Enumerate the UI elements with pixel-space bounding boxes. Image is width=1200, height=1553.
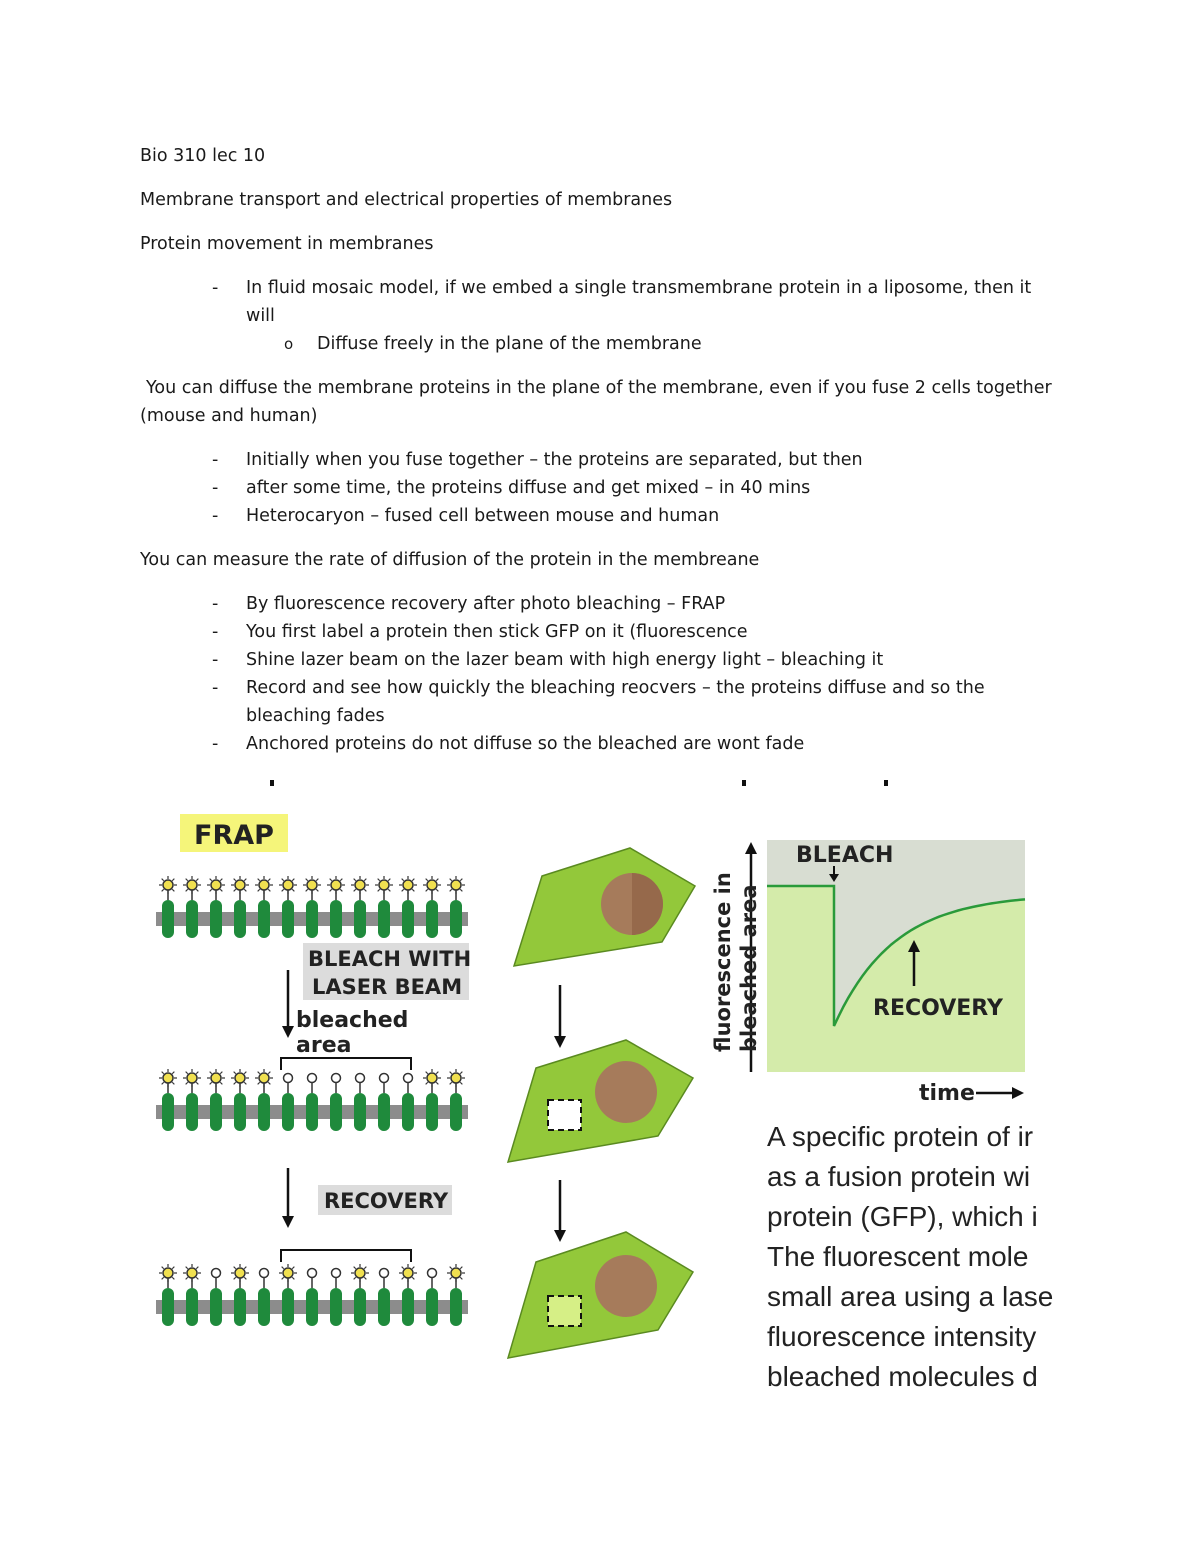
- membrane-protein: [354, 1288, 366, 1326]
- bleached-tag: [380, 1269, 389, 1278]
- membrane-protein: [258, 900, 270, 938]
- bleached-tag: [356, 1074, 365, 1083]
- cell-before: [514, 848, 695, 966]
- dash-bullet: -: [212, 650, 219, 670]
- fluorescent-tag: [403, 880, 413, 890]
- membrane-protein: [306, 1288, 318, 1326]
- recovery-graph: [711, 840, 1025, 1106]
- fluorescent-tag: [427, 1073, 437, 1083]
- caption-line: The fluorescent mole: [767, 1241, 1029, 1272]
- fluorescence-ray: [172, 879, 174, 881]
- fluorescent-tag: [187, 1268, 197, 1278]
- fluorescence-ray: [186, 889, 188, 891]
- fluorescent-tag: [235, 1073, 245, 1083]
- fluorescence-ray: [196, 1277, 198, 1279]
- stray-mark: [270, 780, 274, 786]
- fluorescence-ray: [186, 879, 188, 881]
- list-item: [140, 590, 1060, 618]
- fluorescence-ray: [162, 1267, 164, 1269]
- fluorescence-ray: [234, 1267, 236, 1269]
- bleached-tag: [284, 1074, 293, 1083]
- fluorescent-tag: [211, 1073, 221, 1083]
- list-item: [140, 674, 1060, 730]
- paragraph-diffusion-rate: You can measure the rate of diffusion of the protein in the membreane: [140, 550, 760, 570]
- list-item: [140, 274, 1060, 358]
- fluorescent-tag: [163, 1073, 173, 1083]
- caption-line: fluorescence intensity: [767, 1321, 1037, 1352]
- dash-bullet: -: [212, 678, 219, 698]
- membrane-protein: [402, 1288, 414, 1326]
- fluorescent-tag: [283, 1268, 293, 1278]
- membrane-protein: [258, 1093, 270, 1131]
- fluorescence-ray: [402, 879, 404, 881]
- fluorescence-ray: [162, 879, 164, 881]
- fluorescent-tag: [187, 880, 197, 890]
- bleached-tag: [404, 1074, 413, 1083]
- membrane-protein: [402, 1093, 414, 1131]
- membrane-protein: [186, 900, 198, 938]
- cell-bleached: [508, 1040, 693, 1162]
- list-item-text: Heterocaryon – fused cell between mouse and human: [246, 506, 720, 526]
- membrane-bleached: [156, 1069, 468, 1131]
- fluorescence-ray: [354, 1267, 356, 1269]
- figure-caption: [767, 1117, 1060, 1397]
- fluorescent-tag: [307, 880, 317, 890]
- fluorescent-tag: [235, 1268, 245, 1278]
- sub-list-item-text: Diffuse freely in the plane of the membrane: [317, 334, 702, 354]
- fluorescence-ray: [412, 1277, 414, 1279]
- list-item-text: Initially when you fuse together – the proteins are separated, but then: [246, 450, 863, 470]
- bleached-tag: [260, 1269, 269, 1278]
- fluorescent-tag: [451, 880, 461, 890]
- fluorescence-ray: [186, 1277, 188, 1279]
- bullet-list-2: [140, 446, 1060, 530]
- fluorescence-ray: [460, 1072, 462, 1074]
- fluorescence-ray: [220, 879, 222, 881]
- fluorescence-ray: [292, 1267, 294, 1269]
- fluorescence-ray: [244, 1267, 246, 1269]
- fluorescence-ray: [436, 879, 438, 881]
- fluorescence-ray: [282, 1267, 284, 1269]
- x-axis-arrowhead: [1012, 1087, 1024, 1099]
- fluorescence-ray: [258, 889, 260, 891]
- fluorescence-ray: [340, 889, 342, 891]
- lecture-title: Membrane transport and electrical properties of membranes: [140, 190, 673, 210]
- cell-nucleus: [595, 1061, 657, 1123]
- fluorescence-ray: [292, 1277, 294, 1279]
- cell-recovered: [508, 1232, 693, 1358]
- fluorescence-ray: [244, 879, 246, 881]
- fluorescence-ray: [244, 1072, 246, 1074]
- fluorescence-ray: [282, 1277, 284, 1279]
- fluorescence-ray: [172, 1072, 174, 1074]
- dash-bullet: -: [212, 594, 219, 614]
- recovering-spot: [548, 1296, 581, 1326]
- fluorescence-ray: [268, 1072, 270, 1074]
- fluorescence-ray: [268, 1082, 270, 1084]
- fluorescence-ray: [402, 1267, 404, 1269]
- fluorescence-ray: [210, 1072, 212, 1074]
- fluorescence-ray: [186, 1072, 188, 1074]
- fluorescence-ray: [378, 889, 380, 891]
- bleached-tag: [428, 1269, 437, 1278]
- membrane-recovered: [156, 1264, 468, 1326]
- fluorescence-ray: [244, 889, 246, 891]
- fluorescence-ray: [196, 1082, 198, 1084]
- fluorescence-ray: [460, 1082, 462, 1084]
- fluorescence-ray: [354, 1277, 356, 1279]
- bullet-list-1: [140, 274, 1060, 358]
- paragraph-fused-cells: You can diffuse the membrane proteins in the plane of the membrane, even if you fuse 2 cells together (mouse and human): [140, 378, 1052, 426]
- membrane-protein: [282, 900, 294, 938]
- fluorescence-ray: [162, 889, 164, 891]
- fluorescence-ray: [460, 879, 462, 881]
- fluorescence-ray: [186, 1082, 188, 1084]
- fluorescence-ray: [316, 879, 318, 881]
- section-heading: Protein movement in membranes: [140, 234, 434, 254]
- membrane-protein: [234, 1288, 246, 1326]
- fluorescence-ray: [364, 889, 366, 891]
- caption-line: protein (GFP), which i: [767, 1201, 1038, 1232]
- membrane-protein: [162, 1093, 174, 1131]
- dash-bullet: -: [212, 734, 219, 754]
- fluorescent-tag: [283, 880, 293, 890]
- fluorescence-ray: [354, 879, 356, 881]
- fluorescent-tag: [355, 1268, 365, 1278]
- arrowhead-cell-2: [554, 1230, 566, 1242]
- list-item-text: You first label a protein then stick GFP on it (fluorescence: [246, 622, 748, 642]
- list-item-text: Shine lazer beam on the lazer beam with high energy light – bleaching it: [246, 650, 884, 670]
- fluorescence-ray: [330, 879, 332, 881]
- frap-label: FRAP: [194, 820, 274, 851]
- fluorescence-ray: [450, 1082, 452, 1084]
- bleached-area-label-line2: area: [296, 1033, 352, 1058]
- list-item-text: Anchored proteins do not diffuse so the bleached are wont fade: [246, 734, 805, 754]
- fluorescence-ray: [210, 1082, 212, 1084]
- fluorescence-ray: [402, 889, 404, 891]
- fluorescence-ray: [258, 1082, 260, 1084]
- bleached-tag: [332, 1074, 341, 1083]
- fluorescence-ray: [210, 889, 212, 891]
- fluorescence-ray: [234, 1082, 236, 1084]
- fluorescence-ray: [388, 889, 390, 891]
- bleached-area-label-line1: bleached: [296, 1008, 409, 1033]
- circle-bullet: o: [284, 335, 294, 353]
- fluorescence-ray: [412, 879, 414, 881]
- fluorescent-tag: [331, 880, 341, 890]
- fluorescence-ray: [306, 889, 308, 891]
- caption-line: A specific protein of ir: [767, 1121, 1034, 1152]
- y-axis-label-line1: fluorescence in: [711, 872, 735, 1052]
- fluorescence-ray: [172, 1277, 174, 1279]
- fluorescent-tag: [163, 1268, 173, 1278]
- fluorescence-ray: [196, 1267, 198, 1269]
- stray-mark: [742, 780, 746, 786]
- fluorescence-ray: [306, 879, 308, 881]
- fluorescence-ray: [220, 1072, 222, 1074]
- membrane-before: [156, 876, 468, 938]
- fluorescent-tag: [451, 1073, 461, 1083]
- fluorescence-ray: [234, 879, 236, 881]
- fluorescence-ray: [292, 879, 294, 881]
- fluorescence-ray: [354, 889, 356, 891]
- recovery-label: RECOVERY: [324, 1189, 449, 1213]
- list-item: [140, 618, 1060, 646]
- fluorescent-tag: [379, 880, 389, 890]
- membrane-protein: [426, 1288, 438, 1326]
- list-item: [140, 646, 1060, 674]
- fluorescence-ray: [258, 1072, 260, 1074]
- arrowhead-2: [282, 1216, 294, 1228]
- membrane-protein: [450, 1288, 462, 1326]
- list-item-text: In fluid mosaic model, if we embed a single transmembrane protein in a liposome, then it will: [246, 278, 1032, 326]
- fluorescent-tag: [187, 1073, 197, 1083]
- fluorescent-tag: [451, 1268, 461, 1278]
- fluorescence-ray: [244, 1277, 246, 1279]
- bleached-tag: [380, 1074, 389, 1083]
- fluorescence-ray: [172, 889, 174, 891]
- list-item: [140, 474, 1060, 502]
- fluorescence-ray: [234, 1277, 236, 1279]
- bleach-label-line2: LASER BEAM: [312, 975, 463, 999]
- fluorescence-ray: [378, 879, 380, 881]
- fluorescence-ray: [186, 1267, 188, 1269]
- membrane-protein: [210, 1288, 222, 1326]
- course-title: Bio 310 lec 10: [140, 146, 266, 166]
- membrane-protein: [210, 1093, 222, 1131]
- list-item-text: after some time, the proteins diffuse and get mixed – in 40 mins: [246, 478, 811, 498]
- caption-line: bleached molecules d: [767, 1361, 1038, 1392]
- stray-mark: [884, 780, 888, 786]
- fluorescence-ray: [460, 1277, 462, 1279]
- dash-bullet: -: [212, 506, 219, 526]
- fluorescence-ray: [172, 1267, 174, 1269]
- fluorescent-tag: [403, 1268, 413, 1278]
- fluorescence-ray: [330, 889, 332, 891]
- membrane-protein: [234, 900, 246, 938]
- fluorescence-ray: [450, 1072, 452, 1074]
- bleached-area-bracket: [281, 1058, 411, 1070]
- graph-recovery-label: RECOVERY: [873, 996, 1003, 1021]
- fluorescence-ray: [412, 1267, 414, 1269]
- fluorescence-ray: [162, 1082, 164, 1084]
- membrane-protein: [354, 900, 366, 938]
- fluorescence-ray: [436, 1072, 438, 1074]
- fluorescence-ray: [244, 1082, 246, 1084]
- dash-bullet: -: [212, 450, 219, 470]
- fluorescence-ray: [292, 889, 294, 891]
- bleach-label-line1: BLEACH WITH: [308, 947, 472, 971]
- bleached-tag: [332, 1269, 341, 1278]
- fluorescence-ray: [196, 889, 198, 891]
- fluorescence-ray: [436, 1082, 438, 1084]
- fluorescence-ray: [426, 879, 428, 881]
- membrane-protein: [426, 1093, 438, 1131]
- fluorescence-ray: [460, 1267, 462, 1269]
- fluorescence-ray: [258, 879, 260, 881]
- caption-line: small area using a lase: [767, 1281, 1054, 1312]
- fluorescence-ray: [450, 1277, 452, 1279]
- fluorescent-tag: [355, 880, 365, 890]
- membrane-protein: [162, 1288, 174, 1326]
- dash-bullet: -: [212, 622, 219, 642]
- membrane-protein: [330, 1288, 342, 1326]
- fluorescence-ray: [162, 1277, 164, 1279]
- membrane-protein: [330, 1093, 342, 1131]
- fluorescence-ray: [282, 889, 284, 891]
- fluorescent-tag: [259, 880, 269, 890]
- fluorescence-ray: [210, 879, 212, 881]
- membrane-protein: [234, 1093, 246, 1131]
- dash-bullet: -: [212, 278, 219, 298]
- fluorescence-ray: [364, 1267, 366, 1269]
- fluorescence-ray: [388, 879, 390, 881]
- fluorescence-ray: [196, 879, 198, 881]
- fluorescence-ray: [450, 879, 452, 881]
- list-item: [140, 446, 1060, 474]
- fluorescence-ray: [220, 1082, 222, 1084]
- fluorescence-ray: [234, 1072, 236, 1074]
- lecture-notes: [140, 142, 1060, 774]
- membrane-protein: [354, 1093, 366, 1131]
- fluorescence-ray: [402, 1277, 404, 1279]
- fluorescence-ray: [282, 879, 284, 881]
- fluorescence-ray: [436, 889, 438, 891]
- list-item: [140, 730, 1060, 758]
- x-axis-label: time: [919, 1081, 975, 1106]
- membrane-protein: [330, 900, 342, 938]
- cell-nucleus: [595, 1255, 657, 1317]
- fluorescence-ray: [316, 889, 318, 891]
- fluorescence-ray: [364, 879, 366, 881]
- arrowhead-cell-1: [554, 1036, 566, 1048]
- y-axis-label-line2: bleached area: [737, 884, 761, 1052]
- fluorescence-ray: [234, 889, 236, 891]
- fluorescence-ray: [340, 879, 342, 881]
- membrane-protein: [378, 900, 390, 938]
- fluorescence-ray: [426, 1072, 428, 1074]
- membrane-protein: [186, 1093, 198, 1131]
- bullet-list-3: [140, 590, 1060, 758]
- membrane-protein: [162, 900, 174, 938]
- fluorescent-tag: [163, 880, 173, 890]
- list-item: [140, 502, 1060, 530]
- membrane-protein: [402, 900, 414, 938]
- membrane-protein: [306, 1093, 318, 1131]
- fluorescence-ray: [172, 1082, 174, 1084]
- stray-marks: [270, 780, 888, 786]
- membrane-protein: [306, 900, 318, 938]
- fluorescence-ray: [460, 889, 462, 891]
- sub-list-item: [140, 330, 1060, 358]
- recovery-bracket: [281, 1250, 411, 1262]
- y-axis-arrowhead: [745, 842, 757, 854]
- fluorescence-ray: [196, 1072, 198, 1074]
- fluorescence-ray: [162, 1072, 164, 1074]
- fluorescence-ray: [268, 879, 270, 881]
- frap-figure: [150, 770, 1070, 1410]
- fluorescence-ray: [364, 1277, 366, 1279]
- caption-line: as a fusion protein wi: [767, 1161, 1031, 1192]
- graph-bleach-label: BLEACH: [796, 843, 894, 868]
- bleached-spot: [548, 1100, 581, 1130]
- fluorescent-tag: [211, 880, 221, 890]
- fluorescence-ray: [426, 889, 428, 891]
- fluorescence-ray: [450, 889, 452, 891]
- fluorescence-ray: [220, 889, 222, 891]
- bleached-tag: [308, 1269, 317, 1278]
- membrane-protein: [258, 1288, 270, 1326]
- dash-bullet: -: [212, 478, 219, 498]
- membrane-protein: [378, 1093, 390, 1131]
- membrane-protein: [210, 900, 222, 938]
- membrane-protein: [450, 900, 462, 938]
- fluorescence-ray: [268, 889, 270, 891]
- membrane-protein: [282, 1093, 294, 1131]
- fluorescent-tag: [427, 880, 437, 890]
- membrane-protein: [186, 1288, 198, 1326]
- fluorescent-tag: [235, 880, 245, 890]
- membrane-protein: [378, 1288, 390, 1326]
- list-item-text: By fluorescence recovery after photo bleaching – FRAP: [246, 594, 726, 614]
- fluorescence-ray: [412, 889, 414, 891]
- membrane-protein: [426, 900, 438, 938]
- fluorescence-ray: [450, 1267, 452, 1269]
- arrowhead-1: [282, 1026, 294, 1038]
- bleached-tag: [308, 1074, 317, 1083]
- membrane-protein: [450, 1093, 462, 1131]
- membrane-protein: [282, 1288, 294, 1326]
- sub-list: [140, 330, 1060, 358]
- bleached-tag: [212, 1269, 221, 1278]
- fluorescent-tag: [259, 1073, 269, 1083]
- fluorescence-ray: [426, 1082, 428, 1084]
- list-item-text: Record and see how quickly the bleaching reocvers – the proteins diffuse and so the bleaching fades: [246, 678, 985, 726]
